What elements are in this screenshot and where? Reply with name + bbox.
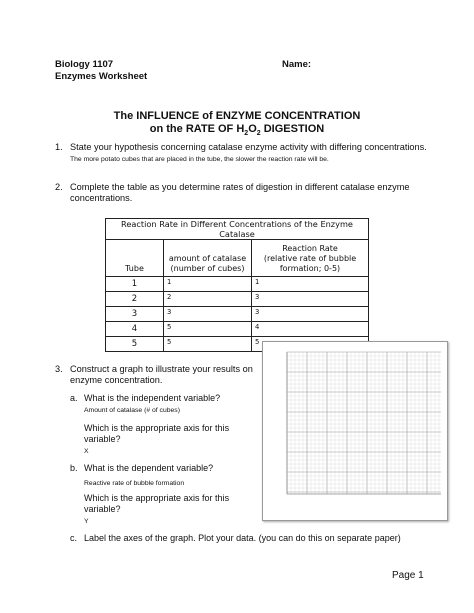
q3a-answer[interactable]: Amount of catalase (# of cubes) [84, 407, 180, 414]
q2-text-line2: concentrations. [70, 193, 133, 203]
worksheet-label: Enzymes Worksheet [55, 71, 148, 82]
title-line2: on the RATE OF $H_2O_2$ DIGESTION [149, 123, 325, 138]
tube-cell: 5 [106, 337, 164, 352]
col-rate-header: Reaction Rate (relative rate of bubble formation; 0-5) [252, 240, 369, 277]
col-amount-header: amount of catalase (number of cubes) [164, 240, 252, 277]
q3c-text: Label the axes of the graph. Plot your data. (you can do this on separate paper) [84, 533, 401, 543]
reaction-rate-table [105, 218, 369, 352]
table-row [106, 322, 369, 337]
q2-text-line1: Complete the table as you determine rates of digestion in different catalase enzyme [70, 182, 410, 192]
page-number: Page 1 [392, 570, 424, 581]
amount-cell[interactable]: 1 [164, 277, 252, 292]
q3b-text: What is the dependent variable? [84, 463, 214, 473]
q1-answer[interactable]: The more potato cubes that are placed in the tube, the slower the reaction rate will be. [70, 156, 329, 163]
q2-number: 2. [55, 182, 63, 192]
amount-cell[interactable]: 5 [164, 337, 252, 352]
q3a-axis-answer[interactable]: X [84, 448, 89, 455]
graph-grid [263, 342, 447, 520]
tube-cell: 1 [106, 277, 164, 292]
q3b-letter: b. [70, 463, 78, 473]
rate-cell[interactable]: 5 [252, 337, 369, 352]
amount-cell[interactable]: 2 [164, 292, 252, 307]
rate-cell[interactable]: 3 [252, 307, 369, 322]
q3b-axis-question-line1: Which is the appropriate axis for this [84, 493, 230, 503]
q3a-text: What is the independent variable? [84, 393, 221, 403]
q3-text-line1: Construct a graph to illustrate your results on [70, 364, 253, 374]
q3-text-line2: enzyme concentration. [70, 375, 163, 385]
rate-cell[interactable]: 1 [252, 277, 369, 292]
q3a-axis-question-line1: Which is the appropriate axis for this [84, 423, 230, 433]
course-label: Biology 1107 [55, 59, 114, 70]
q3-number: 3. [55, 364, 63, 374]
table-caption: Reaction Rate in Different Concentrations of the Enzyme Catalase [106, 219, 369, 240]
tube-cell: 4 [106, 322, 164, 337]
title-line1: The INFLUENCE of ENZYME CONCENTRATION [113, 110, 361, 122]
tube-cell: 2 [106, 292, 164, 307]
rate-cell[interactable]: 4 [252, 322, 369, 337]
amount-cell[interactable]: 3 [164, 307, 252, 322]
q3a-axis-question-line2: variable? [84, 434, 121, 444]
q3a-letter: a. [70, 393, 78, 403]
q1-text: State your hypothesis concerning catalase enzyme activity with differing concentrations. [70, 142, 427, 152]
q3b-axis-answer[interactable]: Y [84, 518, 89, 525]
q3c-letter: c. [70, 533, 78, 543]
table-row [106, 307, 369, 322]
name-label: Name: [282, 59, 312, 70]
graph-paper[interactable] [262, 341, 448, 521]
table-row [106, 292, 369, 307]
col-tube-header: Tube [106, 240, 164, 277]
q3b-answer[interactable]: Reactive rate of bubble formation [84, 480, 185, 487]
rate-cell[interactable]: 3 [252, 292, 369, 307]
tube-cell: 3 [106, 307, 164, 322]
q3b-axis-question-line2: variable? [84, 504, 121, 514]
table-row [106, 277, 369, 292]
q1-number: 1. [55, 142, 63, 152]
amount-cell[interactable]: 5 [164, 322, 252, 337]
